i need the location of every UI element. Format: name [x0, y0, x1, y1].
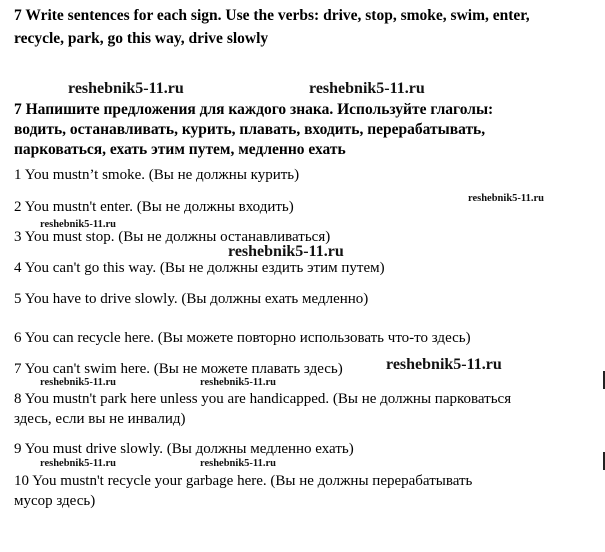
task-heading-ru-line2: водить, останавливать, курить, плавать, входить, перерабатывать,: [14, 121, 486, 138]
watermark: reshebnik5-11.ru: [468, 193, 544, 204]
answer-line: 3 You must stop. (Вы не должны останавливаться): [14, 229, 331, 245]
watermark: reshebnik5-11.ru: [386, 356, 502, 373]
answer-line: мусор здесь): [14, 493, 96, 509]
watermark: reshebnik5-11.ru: [40, 377, 116, 388]
answer-line: 5 You have to drive slowly. (Вы должны ехать медленно): [14, 291, 369, 307]
watermark: reshebnik5-11.ru: [200, 377, 276, 388]
watermark: reshebnik5-11.ru: [40, 219, 116, 230]
answer-line: здесь, если вы не инвалид): [14, 411, 186, 427]
answer-line: 2 You mustn't enter. (Вы не должны входить): [14, 199, 294, 215]
answer-line: 9 You must drive slowly. (Вы должны медленно ехать): [14, 441, 354, 457]
watermark: reshebnik5-11.ru: [200, 458, 276, 469]
watermark: reshebnik5-11.ru: [228, 243, 344, 260]
answer-line: 7 You can't swim here. (Вы не можете плавать здесь): [14, 361, 343, 377]
answer-line: 1 You mustn’t smoke. (Вы не должны курить): [14, 167, 300, 183]
task-heading-en-line2: recycle, park, go this way, drive slowly: [14, 30, 269, 47]
answer-line: 8 You mustn't park here unless you are handicapped. (Вы не должны парковаться: [14, 391, 512, 407]
task-heading-en-line1: 7 Write sentences for each sign. Use the verbs: drive, stop, smoke, swim, enter,: [14, 7, 530, 24]
task-heading-ru-line1: 7 Напишите предложения для каждого знака. Используйте глаголы:: [14, 101, 494, 118]
answer-line: 4 You can't go this way. (Вы не должны ездить этим путем): [14, 260, 385, 276]
answer-line: 10 You mustn't recycle your garbage here. (Вы не должны перерабатывать: [14, 473, 473, 489]
watermark: reshebnik5-11.ru: [40, 458, 116, 469]
answer-line: 6 You can recycle here. (Вы можете повторно использовать что-то здесь): [14, 330, 471, 346]
task-heading-ru-line3: парковаться, ехать этим путем, медленно ехать: [14, 141, 346, 158]
watermark: reshebnik5-11.ru: [309, 80, 425, 97]
watermark: reshebnik5-11.ru: [68, 80, 184, 97]
